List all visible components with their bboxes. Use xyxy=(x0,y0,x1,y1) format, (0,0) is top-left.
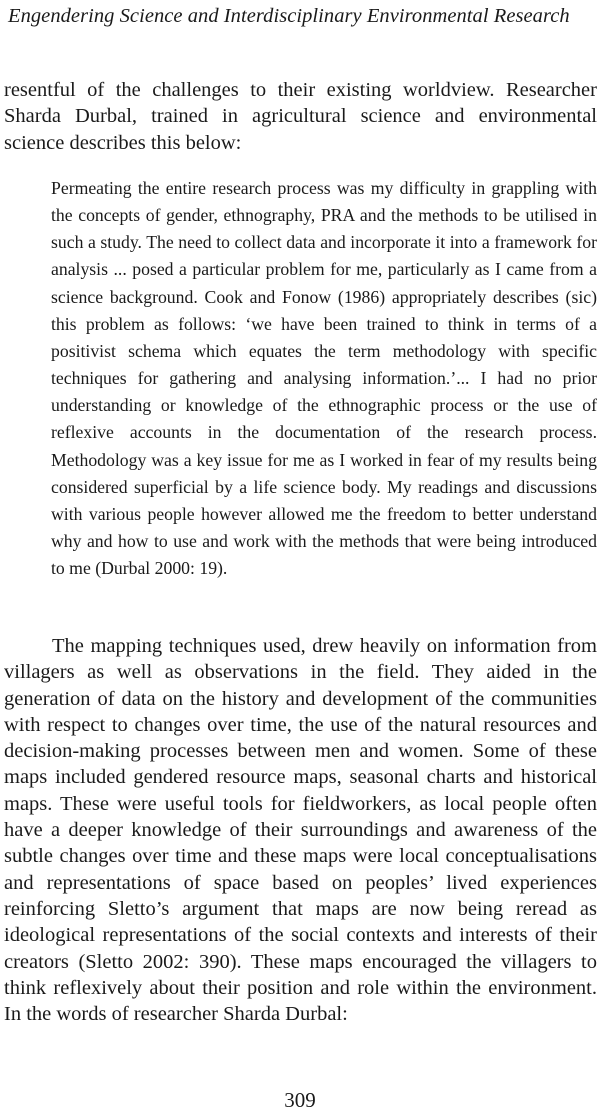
running-head: Engendering Science and Interdisciplinary Environmental Research xyxy=(8,5,570,27)
block-quote: Permeating the entire research process was my difficulty in grappling with the concepts of gender, ethnography, PRA and the methods to be utilised in such a study. The need to collect data and incorporate it into a framework for analysis ... posed a particular problem for me, particularly as I came from a science background. Cook and Fonow (1986) appropriately describes (sic) this problem as follows: ‘we have been trained to think in terms of a positivist schema which equates the term methodology with specific techniques for gathering and analysing information.’... I had no prior understanding or knowledge of the ethnographic process or the use of reflexive accounts in the documentation of the research process. Methodology was a key issue for me as I worked in fear of my results being considered superficial by a life science body. My readings and discussions with various people however allowed me the freedom to better understand why and how to use and work with the methods that were being introduced to me (Durbal 2000: 19). xyxy=(51,178,597,579)
intro-paragraph: resentful of the challenges to their existing worldview. Researcher Sharda Durbal, trained in agricultural science and environmental science describes this below: xyxy=(4,79,597,154)
mapping-paragraph: The mapping techniques used, drew heavily on information from villagers as well as observations in the field. They aided in the generation of data on the history and development of the communities with respect to changes over time, the use of the natural resources and decision-making processes between men and women. Some of these maps included gendered resource maps, seasonal charts and historical maps. These were useful tools for fieldworkers, as local people often have a deeper knowledge of their surroundings and awareness of the subtle changes over time and these maps were local conceptualisations and representations of space based on peoples’ lived experiences reinforcing Sletto’s argument that maps are now being reread as ideological representations of the social contexts and interests of their creators (Sletto 2002: 390). These maps encouraged the villagers to think reflexively about their position and role within the environment. In the words of researcher Sharda Durbal: xyxy=(4,635,597,1026)
page-number: 309 xyxy=(284,1088,316,1112)
